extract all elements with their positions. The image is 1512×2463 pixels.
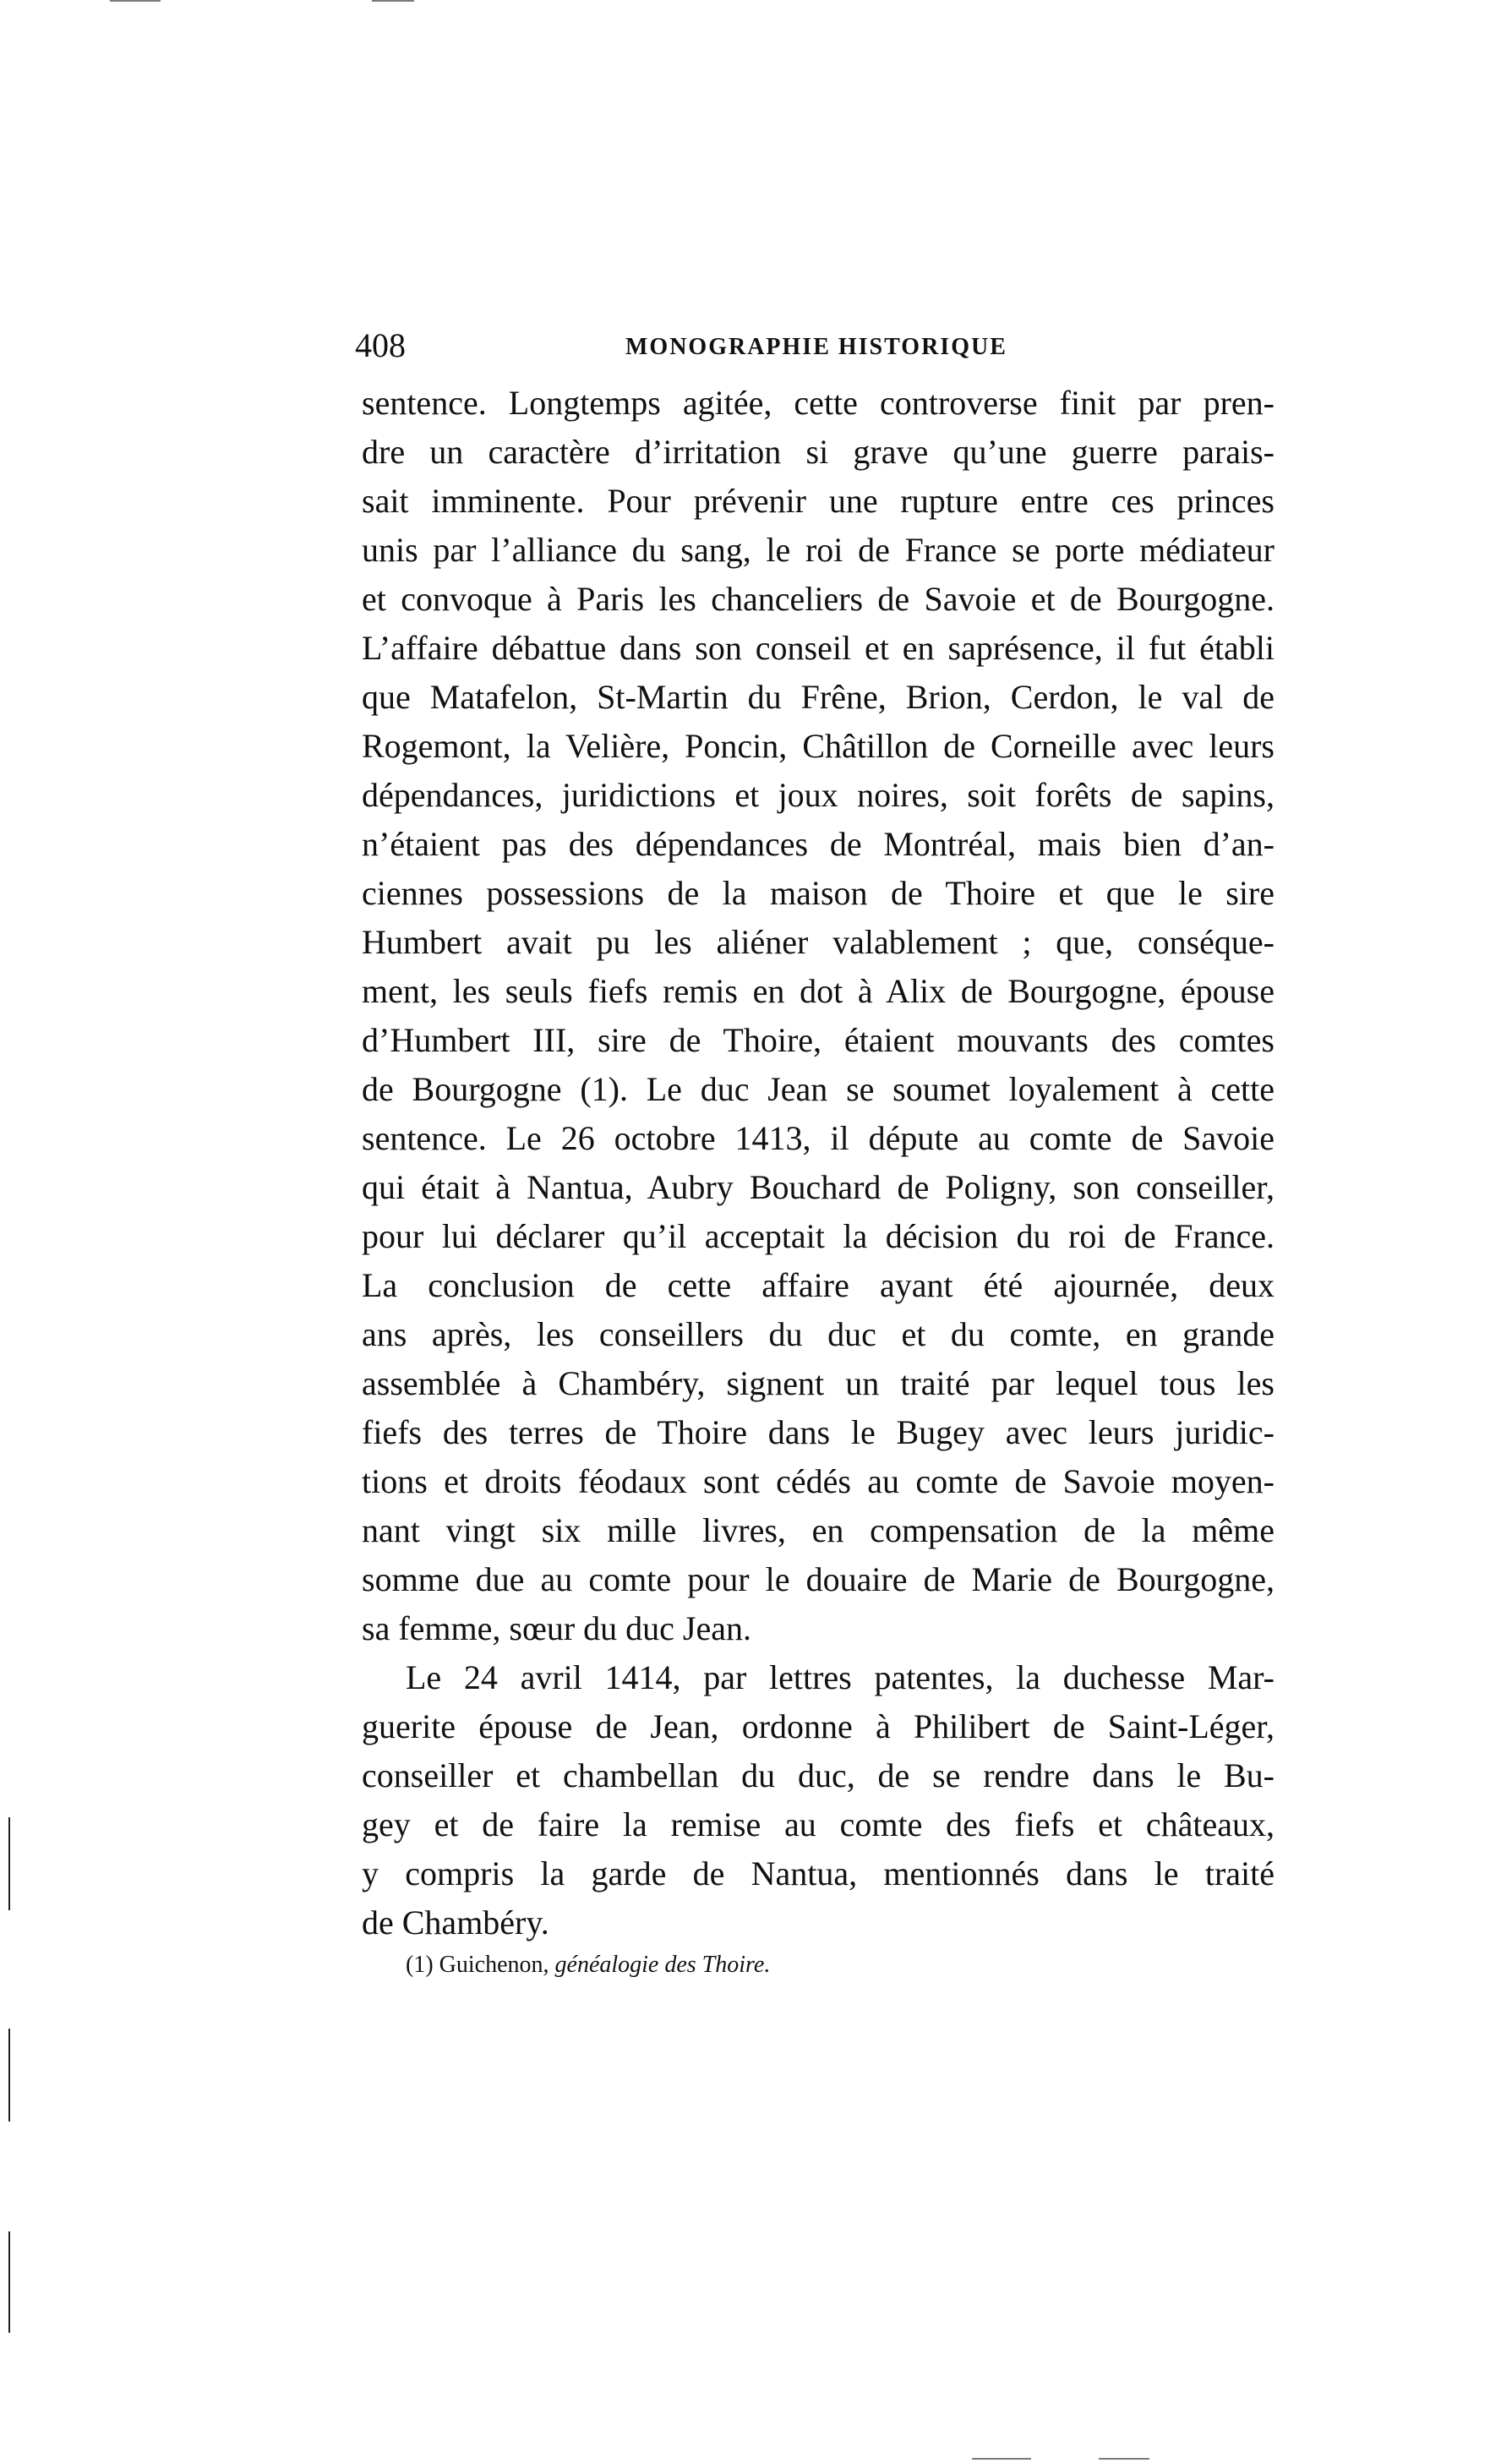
- text-line: La conclusion de cette affaire ayant été ajournée, deux: [362, 1266, 1275, 1304]
- text-line: ciennes possessions de la maison de Thoire et que le sire: [362, 874, 1275, 912]
- scan-mark: [8, 2231, 10, 2333]
- running-title: MONOGRAPHIE HISTORIQUE: [625, 334, 1007, 360]
- footnote-title: généalogie des Thoire.: [554, 1952, 771, 1978]
- text-line: ment, les seuls fiefs remis en dot à Alix de Bourgogne, épouse: [362, 972, 1275, 1010]
- text-line: gey et de faire la remise au comte des fiefs et châteaux,: [362, 1805, 1275, 1843]
- text-line: unis par l’alliance du sang, le roi de France se porte médiateur: [362, 531, 1275, 569]
- text-line: d’Humbert III, sire de Thoire, étaient mouvants des comtes: [362, 1021, 1275, 1059]
- text-line: sentence. Longtemps agitée, cette controverse finit par pren-: [362, 384, 1275, 422]
- page-number: 408: [355, 326, 406, 364]
- text-line: guerite épouse de Jean, ordonne à Philibert de Saint-Léger,: [362, 1707, 1275, 1745]
- paragraph-first-line: Le 24 avril 1414, par lettres patentes, la duchesse Mar-: [406, 1658, 1275, 1696]
- scan-mark: [110, 0, 161, 2]
- scan-mark: [372, 0, 414, 2]
- footnote: [406, 1948, 770, 1982]
- text-line: assemblée à Chambéry, signent un traité par lequel tous les: [362, 1364, 1275, 1402]
- scan-mark: [8, 2029, 10, 2122]
- text-line: qui était à Nantua, Aubry Bouchard de Poligny, son conseiller,: [362, 1168, 1275, 1206]
- text-line: somme due au comte pour le douaire de Marie de Bourgogne,: [362, 1560, 1275, 1598]
- text-line: Humbert avait pu les aliéner valablement ; que, conséque-: [362, 923, 1275, 961]
- text-line: ans après, les conseillers du duc et du comte, en grande: [362, 1315, 1275, 1353]
- text-line: et convoque à Paris les chanceliers de Savoie et de Bourgogne.: [362, 580, 1275, 618]
- text-line: fiefs des terres de Thoire dans le Bugey avec leurs juridic-: [362, 1413, 1275, 1451]
- text-line: n’étaient pas des dépendances de Montréal, mais bien d’an-: [362, 825, 1275, 863]
- text-line: nant vingt six mille livres, en compensation de la même: [362, 1511, 1275, 1549]
- text-line: dre un caractère d’irritation si grave qu’une guerre parais-: [362, 433, 1275, 471]
- text-line: de Bourgogne (1). Le duc Jean se soumet loyalement à cette: [362, 1070, 1275, 1108]
- text-line: que Matafelon, St-Martin du Frêne, Brion, Cerdon, le val de: [362, 678, 1275, 716]
- page-header: [355, 325, 1268, 367]
- footnote-marker: (1): [406, 1952, 434, 1978]
- scan-mark: [1099, 2458, 1149, 2460]
- scan-mark: [972, 2458, 1031, 2460]
- scan-mark: [8, 1817, 10, 1910]
- text-line: L’affaire débattue dans son conseil et en saprésence, il fut établi: [362, 629, 1275, 667]
- footnote-author: Guichenon,: [439, 1952, 549, 1978]
- text-line: sentence. Le 26 octobre 1413, il députe au comte de Savoie: [362, 1119, 1275, 1157]
- text-line: dépendances, juridictions et joux noires, soit forêts de sapins,: [362, 776, 1275, 814]
- text-line: y compris la garde de Nantua, mentionnés dans le traité: [362, 1854, 1275, 1892]
- text-line: de Chambéry.: [362, 1903, 549, 1941]
- text-line: sait imminente. Pour prévenir une rupture entre ces princes: [362, 482, 1275, 520]
- text-line: Rogemont, la Velière, Poncin, Châtillon de Corneille avec leurs: [362, 727, 1275, 765]
- text-line: conseiller et chambellan du duc, de se rendre dans le Bu-: [362, 1756, 1275, 1794]
- text-line: tions et droits féodaux sont cédés au comte de Savoie moyen-: [362, 1462, 1275, 1500]
- body-text: [362, 379, 1275, 1947]
- text-line: pour lui déclarer qu’il acceptait la décision du roi de France.: [362, 1217, 1275, 1255]
- text-line: sa femme, sœur du duc Jean.: [362, 1609, 751, 1647]
